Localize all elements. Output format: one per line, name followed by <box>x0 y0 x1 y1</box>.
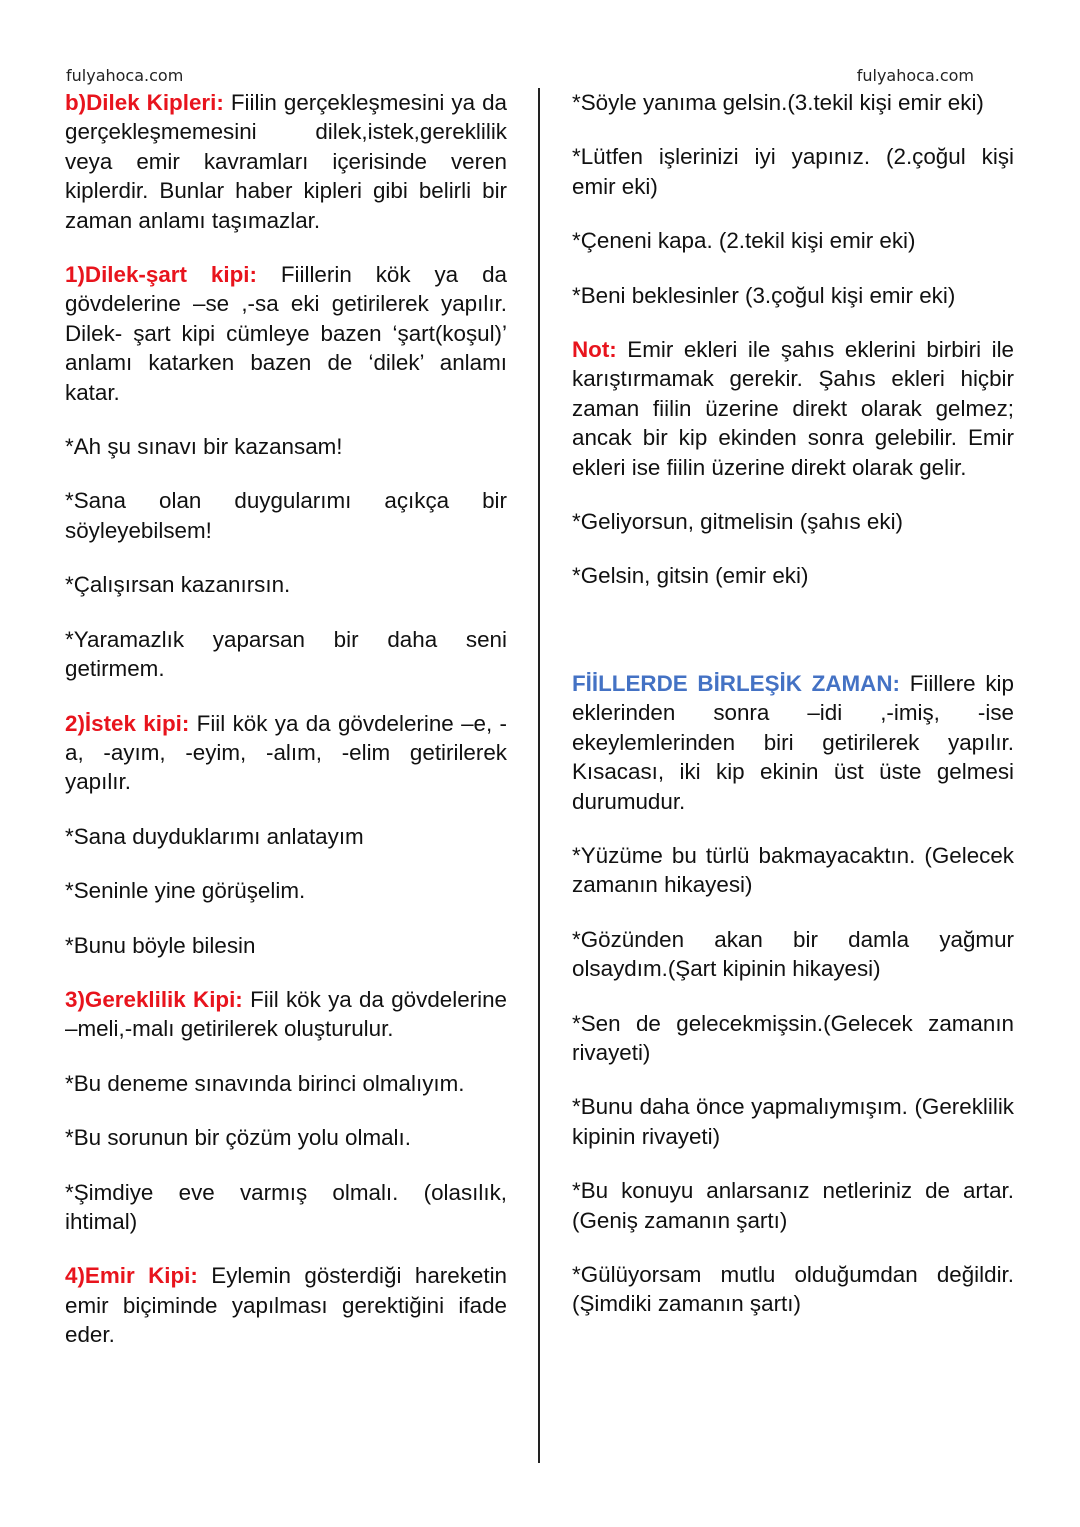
emir-heading: 4)Emir Kipi: <box>65 1263 198 1289</box>
dilek-sart-paragraph: 1)Dilek-şart kipi: Fiillerin kök ya da gövdelerine –se ,-sa eki getirilerek yapılır. Dilek- şart kipi cümleye bazen ‘şart(koşul)’ anlamı katarken bazen de ‘dilek’ anlamı katar. <box>65 262 507 405</box>
birlesik-zaman-paragraph: FİİLLERDE BİRLEŞİK ZAMAN: Fiillere kip eklerinden sonra –idi ,-imiş, -ise ekeylemlerinden biri getirilerek yapılır. Kısacası, iki kip ekinin üst üste gelmesi durumudur. <box>572 670 1014 814</box>
example-line: *Bu deneme sınavında birinci olmalıyım. <box>65 1070 465 1096</box>
dilek-kipleri-heading: b)Dilek Kipleri: <box>65 90 224 115</box>
example-line: *Ah şu sınavı bir kazansam! <box>65 434 343 460</box>
note-paragraph: Not: Emir ekleri ile şahıs eklerini birbiri ile karıştırmamak gerekir. Şahıs ekleri hiçbir zaman fiilin üzerine direkt olarak gelmez; ancak bir kip ekinden sonra gelebilir. Emir ekleri ise fiilin üzerine direkt olarak gelir. <box>572 337 1014 480</box>
example-line: *Şimdiye eve varmış olmalı. (olasılık, ihtimal) <box>65 1179 507 1234</box>
example-line: *Gülüyorsam mutlu olduğumdan değildir. (Şimdiki zamanın şartı) <box>572 1261 1014 1317</box>
example-line: *Lütfen işlerinizi iyi yapınız. (2.çoğul kişi emir eki) <box>572 144 1014 199</box>
istek-heading: 2)İstek kipi: <box>65 710 190 736</box>
site-watermark-left: fulyahoca.com <box>66 66 184 85</box>
example-line: *Seninle yine görüşelim. <box>65 878 306 904</box>
example-line: *Gözünden akan bir damla yağmur olsaydım.(Şart kipinin hikayesi) <box>572 926 1014 982</box>
dilek-sart-heading: 1)Dilek-şart kipi: <box>65 262 257 288</box>
example-line: *Geliyorsun, gitmelisin (şahıs eki) <box>572 509 903 535</box>
example-line: *Bu sorunun bir çözüm yolu olmalı. <box>65 1125 411 1151</box>
example-line: *Beni beklesinler (3.çoğul kişi emir eki) <box>572 282 956 308</box>
example-line: *Bu konuyu anlarsanız netleriniz de artar. (Geniş zamanın şartı) <box>572 1178 1014 1233</box>
example-line: *Gelsin, gitsin (emir eki) <box>572 563 809 589</box>
note-heading: Not: <box>572 337 617 363</box>
example-line: *Bunu daha önce yapmalıymışım. (Gereklilik kipinin rivayeti) <box>572 1094 1014 1149</box>
example-line: *Söyle yanıma gelsin.(3.tekil kişi emir eki) <box>572 90 984 115</box>
example-line: *Çeneni kapa. (2.tekil kişi emir eki) <box>572 228 916 254</box>
birlesik-zaman-heading: FİİLLERDE BİRLEŞİK ZAMAN: <box>572 670 900 696</box>
example-line: *Bunu böyle bilesin <box>65 932 256 958</box>
example-line: *Çalışırsan kazanırsın. <box>65 572 291 598</box>
istek-paragraph: 2)İstek kipi: Fiil kök ya da gövdelerine –e, -a, -ayım, -eyim, -alım, -elim getirilerek yapılır. <box>65 710 507 795</box>
dilek-kipleri-paragraph: b)Dilek Kipleri: Fiilin gerçekleşmesini ya da gerçekleşmemesini dilek,istek,gereklilik veya emir kavramları içerisinde veren kiplerdir. Bunlar haber kipleri gibi belirli bir zaman anlamı taşımazlar. <box>65 90 507 233</box>
example-line: *Sana olan duygularımı açıkça bir söyleyebilsem! <box>65 488 507 543</box>
column-divider <box>538 88 540 1463</box>
gereklilik-heading: 3)Gereklilik Kipi: <box>65 986 243 1012</box>
right-column <box>572 88 1014 1344</box>
example-line: *Yaramazlık yaparsan bir daha seni getirmem. <box>65 626 507 682</box>
gereklilik-paragraph: 3)Gereklilik Kipi: Fiil kök ya da gövdelerine –meli,-malı getirilerek oluşturulur. <box>65 986 508 1042</box>
left-column <box>65 88 507 1375</box>
example-line: *Yüzüme bu türlü bakmayacaktın. (Gelecek zamanın hikayesi) <box>572 842 1014 898</box>
site-watermark-right: fulyahoca.com <box>856 66 974 85</box>
emir-paragraph: 4)Emir Kipi: Eylemin gösterdiği hareketin emir biçiminde yapılması gerektiğini ifade eder. <box>65 1263 508 1348</box>
example-line: *Sen de gelecekmişsin.(Gelecek zamanın rivayeti) <box>572 1010 1014 1065</box>
example-line: *Sana duyduklarımı anlatayım <box>65 823 364 849</box>
